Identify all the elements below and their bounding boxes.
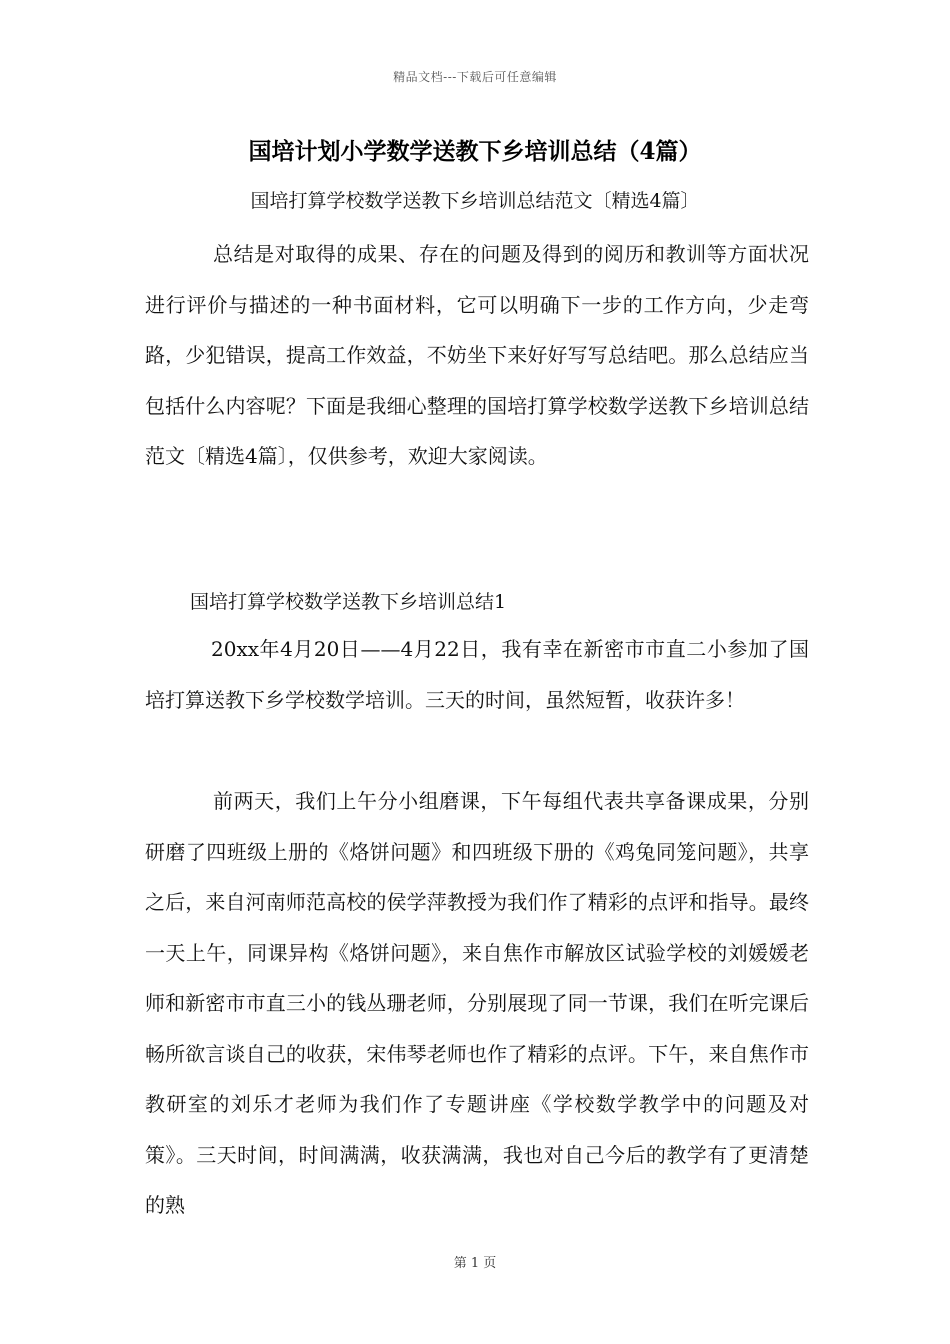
document-title: 国培计划小学数学送教下乡培训总结（4篇） bbox=[248, 138, 702, 165]
section-heading: 国培打算学校数学送教下乡培训总结1 bbox=[190, 591, 507, 613]
body-paragraph-2: 前两天，我们上午分小组磨课，下午每组代表共享备课成果，分别研磨了四班级上册的《烙饼问题》和四班级下册的《鸡兔同笼问题》，共享之后，来自河南师范高校的侯学萍教授为我们作了精彩的点评和指导。最终一天上午，同课异构《烙饼问题》，来自焦作市解放区试验学校的刘媛媛老师和新密市市直三小的钱丛珊老师，分别展现了同一节课，我们在听完课后畅所欲言谈自己的收获，宋伟琴老师也作了精彩的点评。下午，来自焦作市教研室的刘乐才老师为我们作了专题讲座《学校数学教学中的问题及对策》。三天时间，时间满满，收获满满，我也对自己今后的教学有了更清楚的熟 bbox=[145, 789, 809, 1217]
document-subtitle: 国培打算学校数学送教下乡培训总结范文〔精选4篇〕 bbox=[250, 190, 700, 212]
body-paragraph-1: 20xx年4月20日——4月22日，我有幸在新密市市直二小参加了国培打算送教下乡学校数学培训。三天的时间，虽然短暂，收获许多！ bbox=[145, 637, 809, 712]
page-number: 第 1 页 bbox=[453, 1256, 497, 1271]
intro-paragraph: 总结是对取得的成果、存在的问题及得到的阅历和教训等方面状况进行评价与描述的一种书面材料，它可以明确下一步的工作方向，少走弯路，少犯错误，提高工作效益，不妨坐下来好好写写总结吧。那么总结应当包括什么内容呢？下面是我细心整理的国培打算学校数学送教下乡培训总结范文〔精选4篇〕，仅供参考，欢迎大家阅读。 bbox=[145, 242, 809, 468]
header-note: 精品文档---下载后可任意编辑 bbox=[393, 70, 557, 84]
